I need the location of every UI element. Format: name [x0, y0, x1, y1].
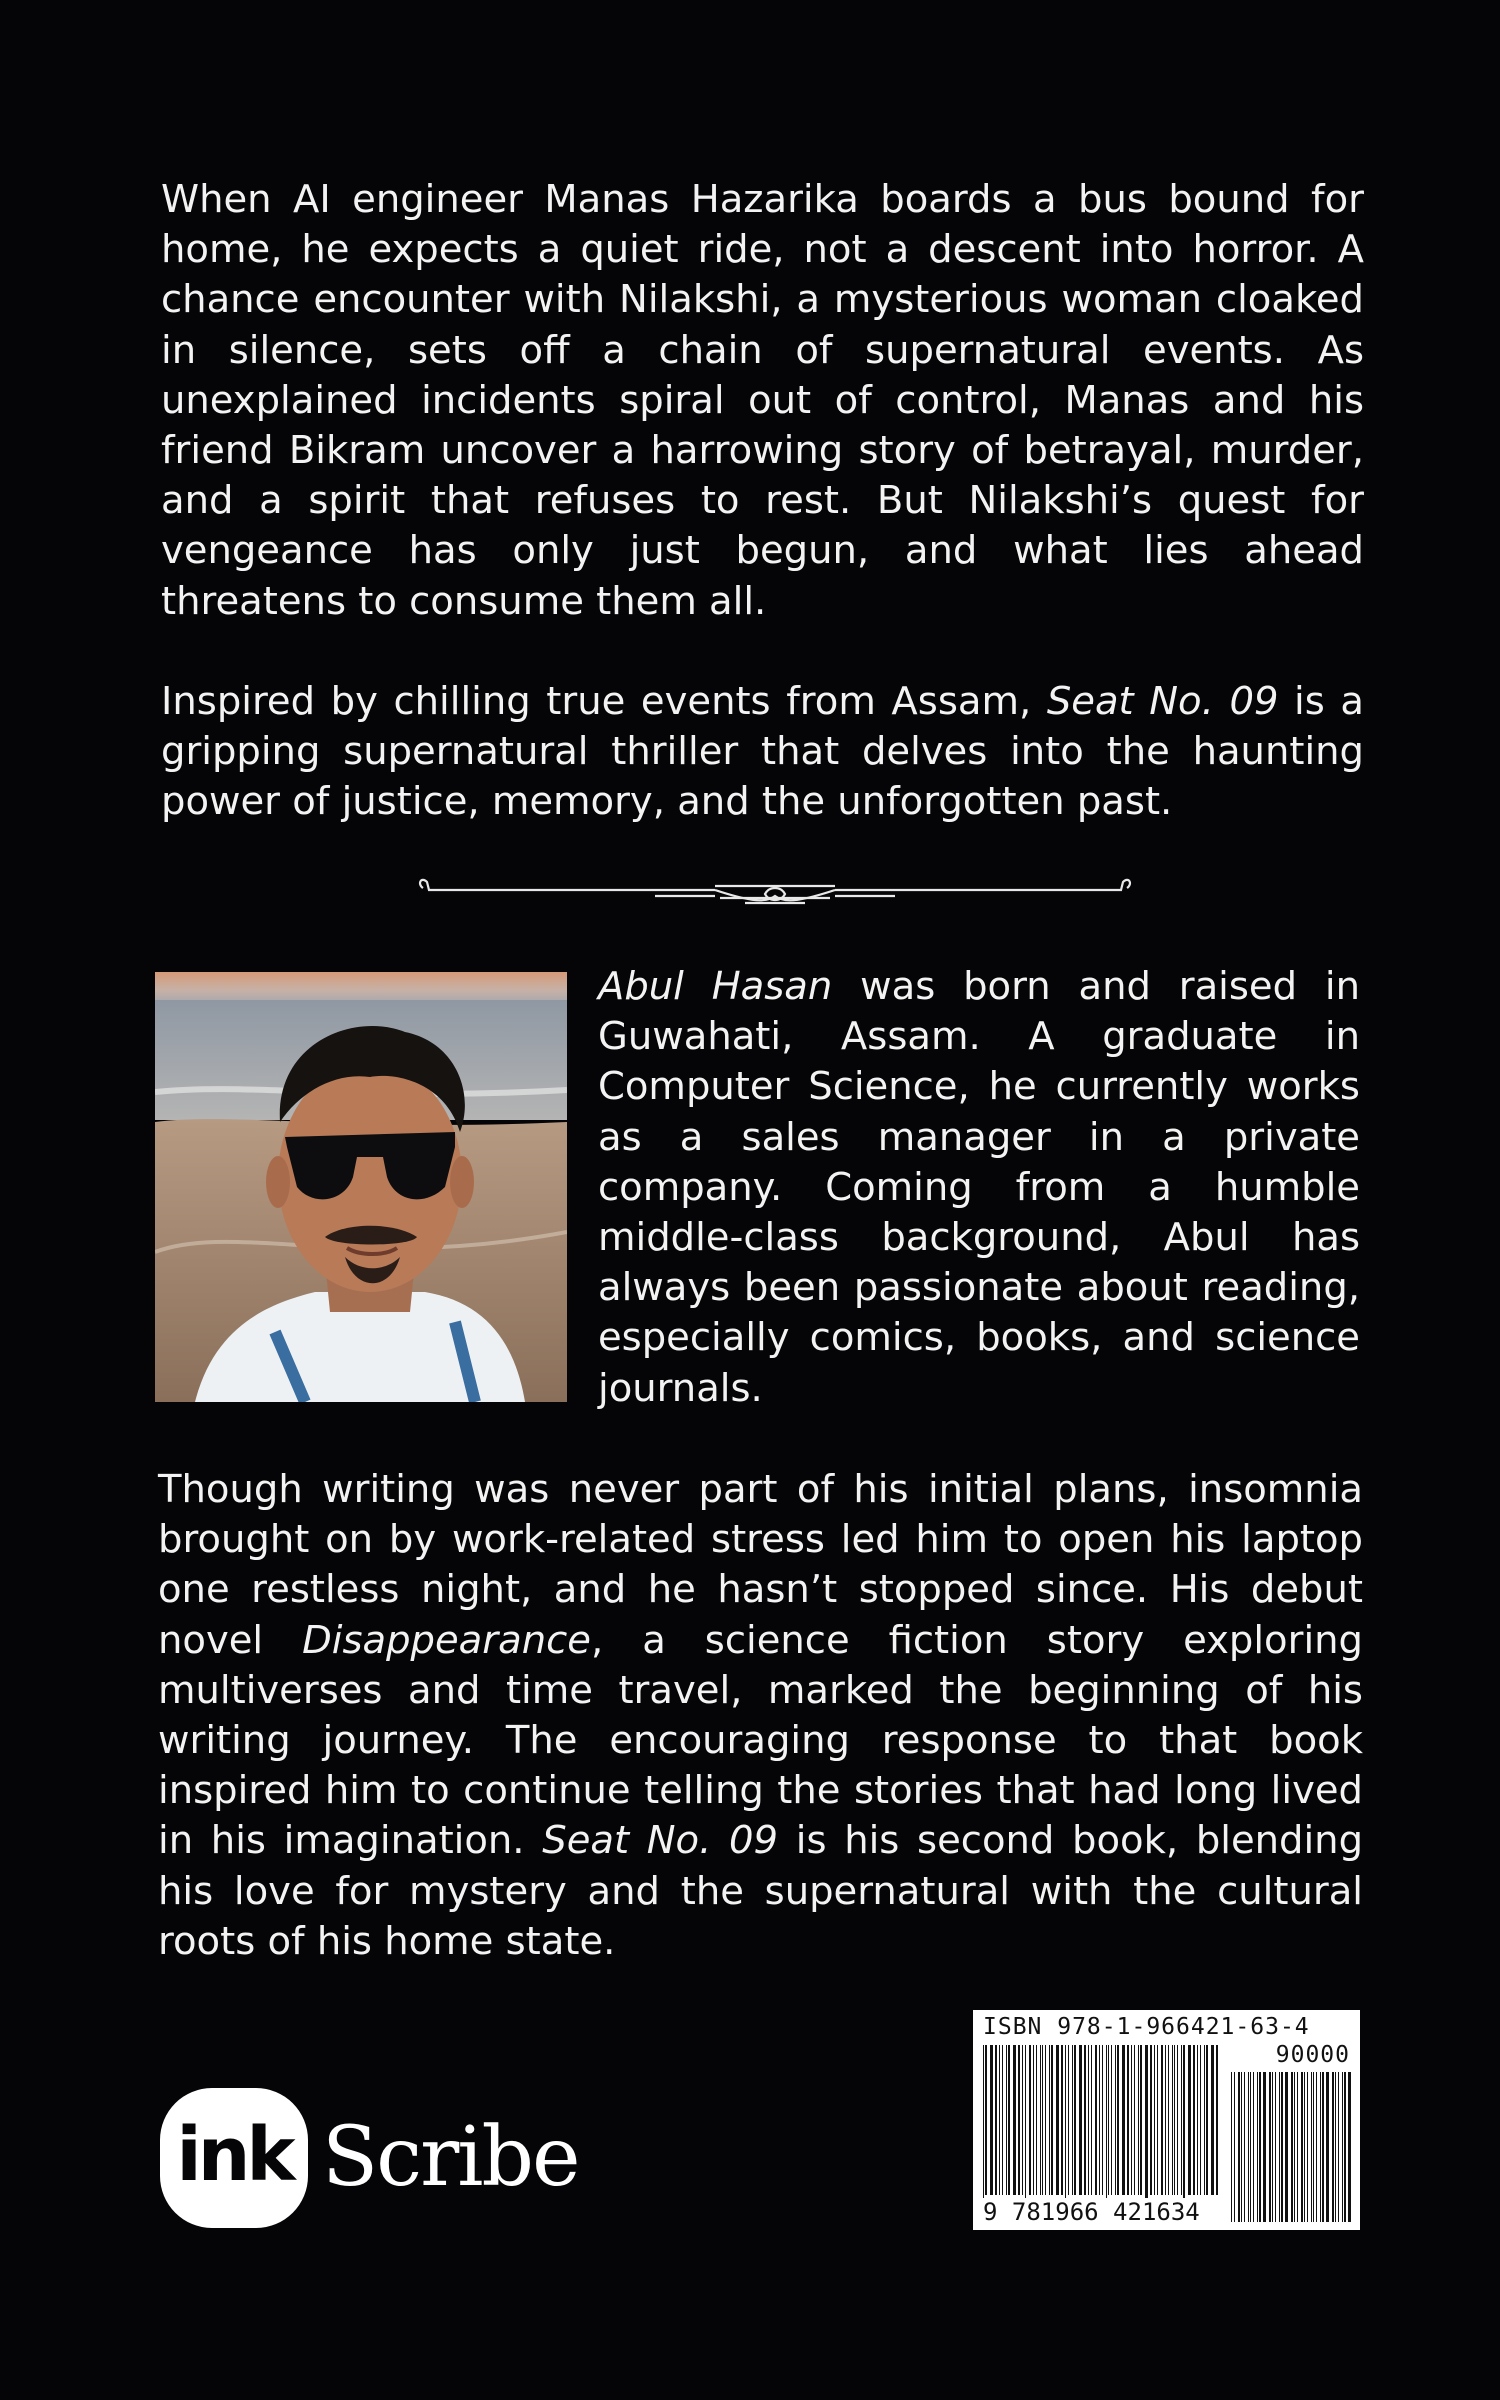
barcode-bar [1068, 2045, 1069, 2195]
barcode-bar [1117, 2045, 1119, 2195]
addon-bar [1281, 2072, 1283, 2222]
addon-bar [1263, 2072, 1266, 2222]
barcode-bar [1115, 2045, 1116, 2195]
barcode-bar [1051, 2045, 1053, 2195]
publisher-logo-badge [160, 2088, 308, 2228]
isbn-barcode [973, 2010, 1360, 2230]
addon-bar [1241, 2072, 1242, 2222]
barcode-bar [1183, 2045, 1185, 2205]
barcode-bar [1072, 2045, 1073, 2195]
barcode-bar [1193, 2045, 1195, 2195]
barcode-bar [1061, 2045, 1063, 2195]
addon-bar [1272, 2072, 1273, 2222]
barcode-bar [995, 2045, 997, 2195]
barcode-bar [1022, 2045, 1023, 2195]
barcode-bar [1131, 2045, 1132, 2195]
addon-bar [1322, 2072, 1324, 2222]
barcode-bar [1174, 2045, 1175, 2195]
book-title: Seat No. 09 [1046, 678, 1279, 724]
debut-title: Disappearance [302, 1617, 591, 1663]
barcode-bar [1099, 2045, 1100, 2195]
barcode-bar [1040, 2045, 1041, 2195]
author-photo [155, 972, 567, 1402]
addon-bar [1311, 2072, 1312, 2222]
barcode-bar [1216, 2045, 1218, 2195]
addon-bar [1307, 2072, 1308, 2222]
barcode-bar [1106, 2045, 1107, 2205]
addon-bar [1231, 2072, 1232, 2222]
barcode-bar [1108, 2045, 1109, 2195]
author-bio-continued [158, 1465, 1363, 1967]
barcode-bar [1206, 2045, 1208, 2195]
barcode-bar [1127, 2045, 1129, 2195]
addon-bar [1244, 2072, 1245, 2222]
addon-bar [1257, 2072, 1258, 2222]
publisher-logo [160, 2085, 610, 2230]
barcode-bar [1145, 2045, 1148, 2205]
author-bio-text: was born and raised in Guwahati, Assam. A graduate in Computer Science, he currently works as a sales manager in a private company. Coming from a humble middle-class background, Abul has always been passionate about reading, especially comics, books, and science journals. [598, 964, 1360, 1411]
ean-number: 9 781966 421634 [983, 2198, 1200, 2226]
addon-bar [1279, 2072, 1280, 2222]
addon-bar [1338, 2072, 1339, 2222]
ornamental-divider [415, 870, 1135, 910]
barcode-bar [1008, 2045, 1010, 2195]
barcode-bar [1197, 2045, 1198, 2195]
barcode-bar [1091, 2045, 1092, 2195]
barcode-bar [1018, 2045, 1020, 2195]
addon-bar [1342, 2072, 1343, 2222]
synopsis-text: Inspired by chilling true events from Assam, [161, 678, 1047, 724]
addon-bar [1269, 2072, 1271, 2222]
barcode-bar [1102, 2045, 1103, 2195]
author-bio-text: Though writing was never part of his initial plans, insomnia brought on by work-related stress led him to open his laptop one restless night, and he hasn’t stopped since. His debut novel [158, 1467, 1363, 1663]
barcode-bar [1065, 2045, 1066, 2205]
synopsis [161, 175, 1364, 827]
barcode-bar [1025, 2045, 1026, 2205]
barcode-bar [1074, 2045, 1076, 2195]
barcode-bar [1033, 2045, 1034, 2195]
barcode-bar [1165, 2045, 1166, 2195]
addon-bar [1326, 2072, 1329, 2222]
addon-bar [1320, 2072, 1321, 2222]
barcode-bar [1079, 2045, 1082, 2195]
addon-bar [1285, 2072, 1288, 2222]
barcode-bar [1134, 2045, 1135, 2195]
barcode-bar [1140, 2045, 1142, 2195]
addon-bar [1291, 2072, 1293, 2222]
barcode-bar [1157, 2045, 1158, 2195]
addon-bar [1304, 2072, 1305, 2222]
addon-bar [1316, 2072, 1317, 2222]
barcode-bar [1204, 2045, 1205, 2195]
barcode-bar [1042, 2045, 1043, 2195]
addon-bar [1253, 2072, 1254, 2222]
barcode-bar [1045, 2045, 1046, 2195]
author-bio-text: , a science fiction story exploring multiverses and time travel, marked the beginning of his writing journey. The encouraging response to that book inspired him to continue telling the stories that had long lived in his imagination. [158, 1617, 1363, 1864]
barcode-bar [1036, 2045, 1037, 2195]
barcode-bar [1177, 2045, 1178, 2195]
addon-bar [1259, 2072, 1261, 2222]
synopsis-text: is a gripping supernatural thriller that delves into the haunting power of justice, memory, and the unforgotten past. [161, 678, 1364, 825]
barcode-bar [1161, 2045, 1163, 2195]
barcode-bar [1138, 2045, 1139, 2195]
barcode-bar [985, 2045, 987, 2195]
addon-bar [1238, 2072, 1240, 2222]
barcode-bar [1172, 2045, 1173, 2195]
barcode-bar [1056, 2045, 1059, 2195]
barcode-bar [1088, 2045, 1089, 2195]
publisher-logo-word: Scribe [322, 2110, 579, 2205]
barcode-bar [1013, 2045, 1016, 2195]
barcode-bar [1122, 2045, 1125, 2195]
addon-bar [1335, 2072, 1336, 2222]
synopsis-paragraph-2 [161, 677, 1364, 828]
barcode-bar [1181, 2045, 1182, 2195]
addon-bar [1275, 2072, 1276, 2222]
publisher-logo-badge-text: ink [176, 2111, 292, 2198]
barcode-bar [1049, 2045, 1050, 2195]
barcode-bar [1084, 2045, 1086, 2195]
barcode-bar [1002, 2045, 1003, 2195]
barcode-bar [1006, 2045, 1007, 2195]
author-bio-intro [598, 962, 1360, 1414]
barcode-bar [1095, 2045, 1097, 2195]
addon-bar [1344, 2072, 1346, 2222]
barcode-bar [1200, 2045, 1201, 2195]
barcode-bar [983, 2045, 984, 2205]
synopsis-paragraph-1: When AI engineer Manas Hazarika boards a bus bound for home, he expects a quiet ride, not a descent into horror. A chance encounter with Nilakshi, a mysterious woman cloaked in silence, sets off a chain of supernatural events. As unexplained incidents spiral out of control, Manas and his friend Bikram uncover a harrowing story of betrayal, murder, and a spirit that refuses to rest. But Nilakshi’s quest for vengeance has only just begun, and what lies ahead threatens to consume them all. [161, 177, 1364, 624]
addon-bar [1294, 2072, 1295, 2222]
author-name: Abul Hasan [598, 964, 833, 1009]
addon-bar [1348, 2072, 1351, 2222]
barcode-bar [1188, 2045, 1191, 2195]
addon-bar [1332, 2072, 1334, 2222]
barcode-bar [1168, 2045, 1169, 2195]
barcode-bar [1211, 2045, 1214, 2195]
barcode-bar [1150, 2045, 1152, 2195]
barcode-bar [999, 2045, 1000, 2195]
barcode-bar [1154, 2045, 1155, 2195]
price-addon-code: 90000 [1275, 2042, 1350, 2068]
addon-bar [1234, 2072, 1235, 2222]
addon-bar [1313, 2072, 1314, 2222]
isbn-label: ISBN 978-1-966421-63-4 [983, 2014, 1310, 2040]
barcode-bar [990, 2045, 993, 2195]
addon-bar [1301, 2072, 1303, 2222]
barcode-bar [1111, 2045, 1112, 2195]
author-bio-text: is his second book, blending his love for mystery and the supernatural with the cultural roots of his home state. [158, 1818, 1364, 1964]
book-title: Seat No. 09 [542, 1818, 779, 1864]
barcode-bar [1029, 2045, 1031, 2195]
addon-bar [1297, 2072, 1298, 2222]
addon-bar [1250, 2072, 1251, 2222]
addon-bar [1248, 2072, 1249, 2222]
